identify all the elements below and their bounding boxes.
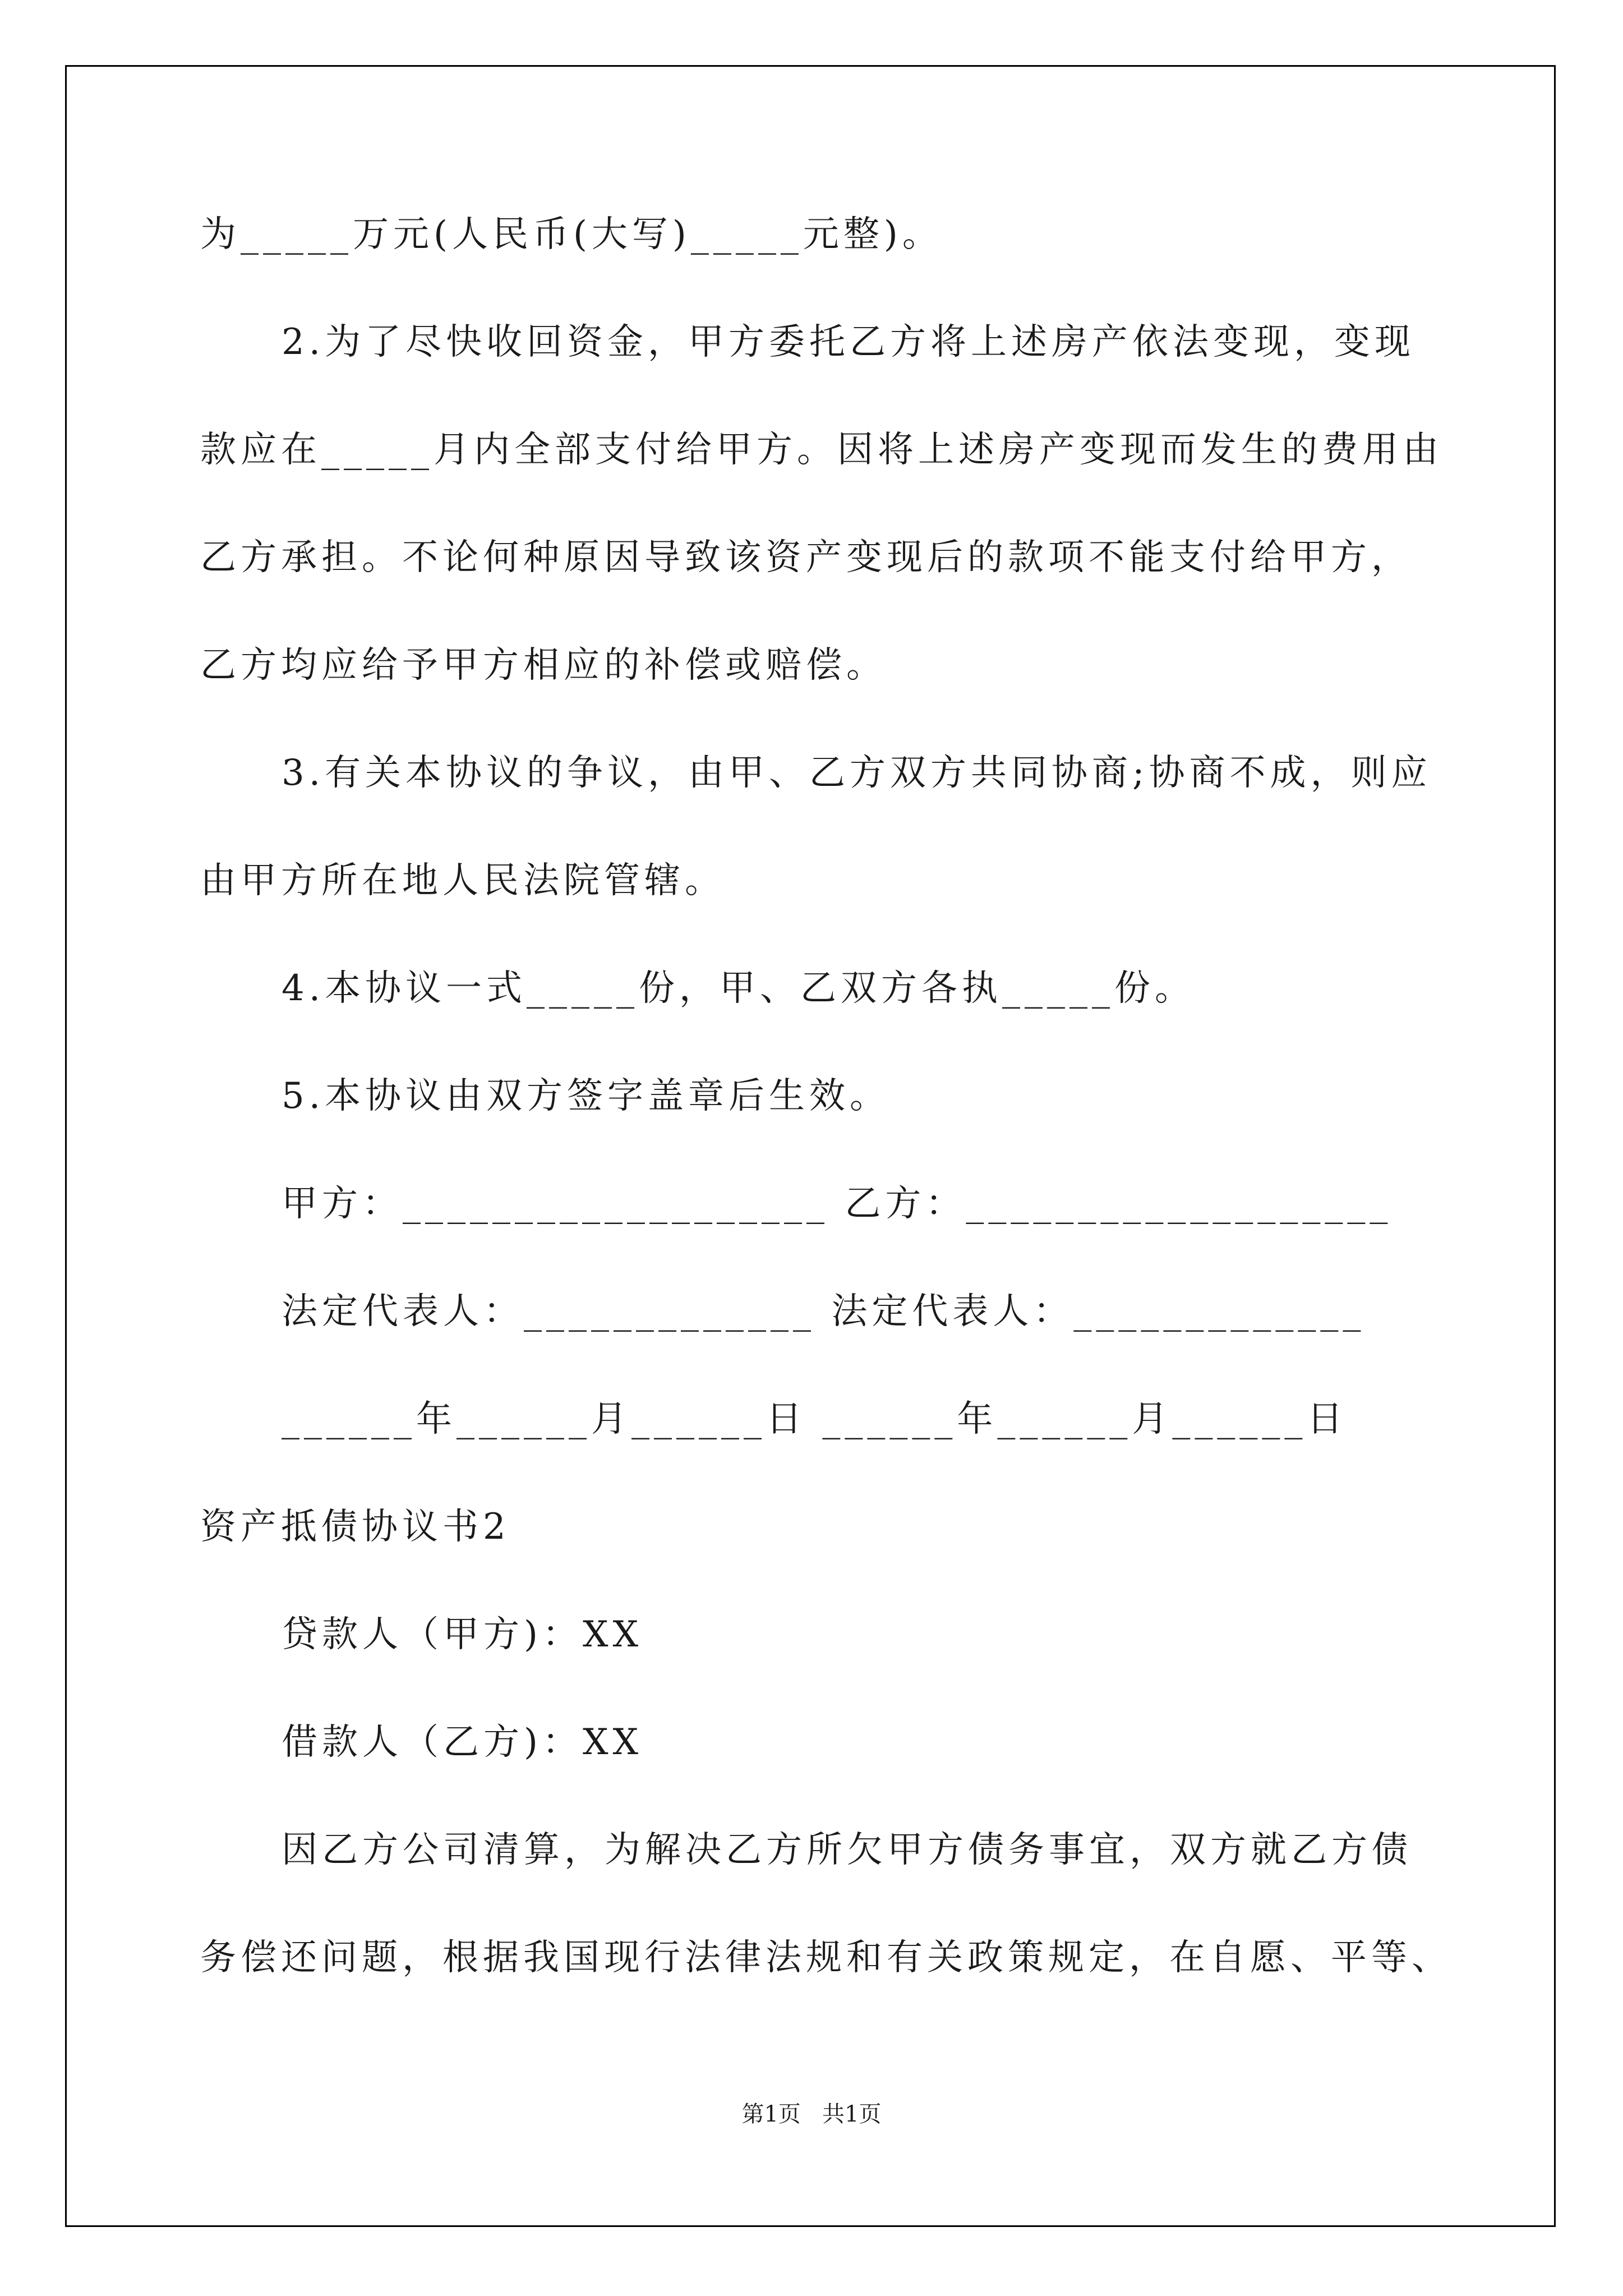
clause-4: 4.本协议一式_____份，甲、乙双方各执_____份。 <box>282 968 1196 1009</box>
section-title: 资产抵债协议书2 <box>200 1506 510 1548</box>
clause-3-line-2: 由甲方所在地人民法院管辖。 <box>200 860 725 901</box>
clause-2-line-2: 款应在_____月内全部支付给甲方。因将上述房产变现而发生的费用由 <box>200 429 1443 471</box>
preamble-line-1: 因乙方公司清算，为解决乙方所欠甲方债务事宜，双方就乙方债 <box>282 1829 1412 1871</box>
clause-5: 5.本协议由双方签字盖章后生效。 <box>282 1075 891 1117</box>
clause-2-line-4: 乙方均应给予甲方相应的补偿或赔偿。 <box>200 645 887 686</box>
clause-2-line-1: 2.为了尽快收回资金，甲方委托乙方将上述房产依法变现，变现 <box>282 321 1415 363</box>
clause-2-line-3: 乙方承担。不论何种原因导致该资产变现后的款项不能支付给甲方， <box>200 537 1412 578</box>
signature-parties: 甲方：___________________ 乙方：___________________ <box>282 1183 1393 1225</box>
preamble-line-2: 务偿还问题，根据我国现行法律法规和有关政策规定，在自愿、平等、 <box>200 1937 1452 1978</box>
signature-representatives: 法定代表人：_____________ 法定代表人：_____________ <box>282 1291 1366 1332</box>
page-footer: 第1页 共1页 <box>741 2101 882 2127</box>
lender-line: 贷款人（甲方)：XX <box>282 1614 643 1655</box>
page-border <box>65 65 1556 2227</box>
signature-dates: ______年______月______日 ______年______月______日 <box>282 1398 1348 1440</box>
borrower-line: 借款人（乙方)：XX <box>282 1722 643 1763</box>
clause-3-line-1: 3.有关本协议的争议，由甲、乙方双方共同协商;协商不成，则应 <box>282 752 1432 794</box>
text-line-amount: 为_____万元(人民币(大写)_____元整)。 <box>200 214 943 255</box>
